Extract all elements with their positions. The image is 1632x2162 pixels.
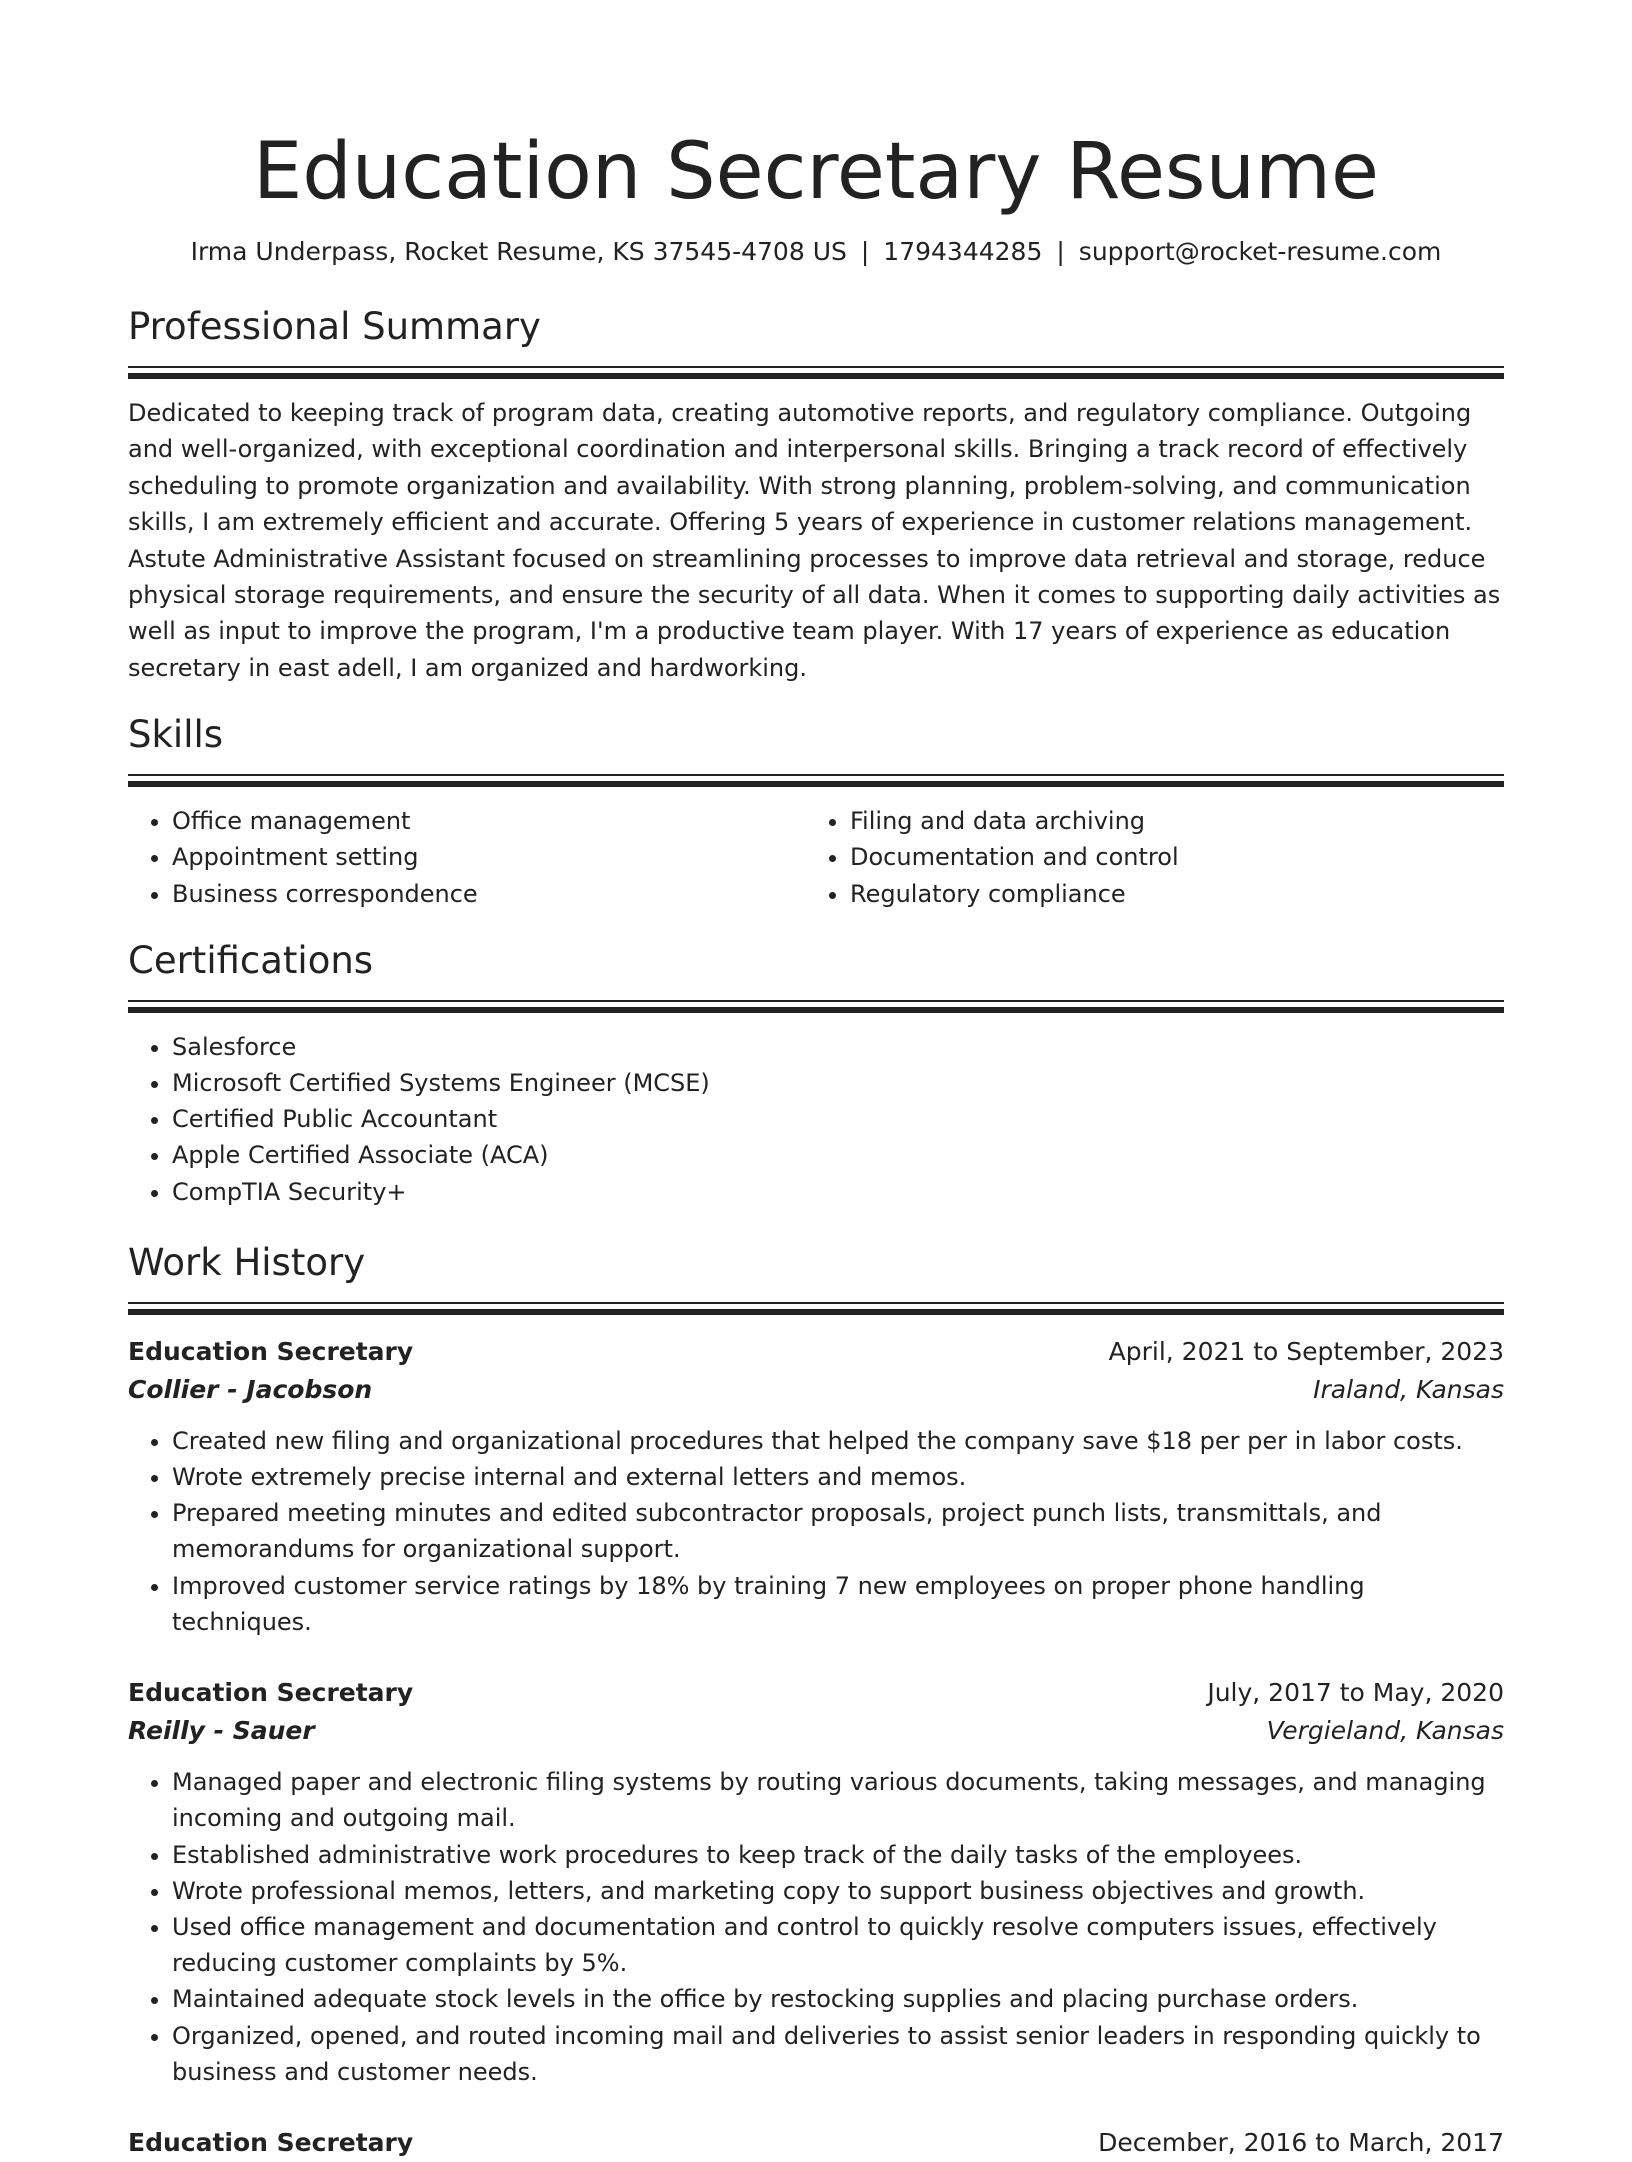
contact-phone: 1794344285 — [883, 237, 1043, 266]
certification-item: • CompTIA Security+ — [172, 1174, 1504, 1210]
skill-item: • Regulatory compliance — [850, 876, 1484, 912]
job-duties-list — [128, 1764, 1504, 2090]
job-title: Education Secretary — [128, 1678, 414, 1708]
skill-item: • Office management — [172, 803, 806, 839]
work-history-section — [128, 1238, 1504, 2162]
summary-heading: Professional Summary — [128, 305, 541, 348]
skill-item: • Documentation and control — [850, 839, 1484, 875]
resume-page — [128, 0, 1504, 2162]
certification-item: • Salesforce — [172, 1029, 1504, 1065]
work-history-heading: Work History — [128, 1240, 366, 1284]
certifications-list — [128, 1029, 1504, 1210]
skills-heading: Skills — [128, 713, 224, 757]
section-divider — [128, 1302, 1504, 1315]
job-duty: • Established administrative work procedures to keep track of the daily tasks of the employees. — [172, 1837, 1504, 1873]
skill-item: • Appointment setting — [172, 839, 806, 875]
certifications-section — [128, 936, 1504, 1210]
job-dates: December, 2016 to March, 2017 — [1098, 2127, 1504, 2157]
skill-item: • Filing and data archiving — [850, 803, 1484, 839]
job-duty: • Prepared meeting minutes and edited subcontractor proposals, project punch lists, transmittals, and memorandums for organizational support. — [172, 1495, 1504, 1567]
job-entry — [128, 1333, 1504, 1640]
job-duty: • Wrote extremely precise internal and external letters and memos. — [172, 1459, 1504, 1495]
job-company: Collier - Jacobson — [128, 1374, 373, 1404]
job-duty: • Organized, opened, and routed incoming mail and deliveries to assist senior leaders in responding quickly to business and customer needs. — [172, 2018, 1504, 2090]
skills-section — [128, 710, 1504, 912]
job-entry — [128, 1674, 1504, 2090]
job-duty: • Created new filing and organizational procedures that helped the company save $18 per per in labor costs. — [172, 1423, 1504, 1459]
summary-section — [128, 302, 1504, 686]
job-location: Vergieland, Kansas — [1266, 1716, 1504, 1746]
job-location: Iraland, Kansas — [1313, 1374, 1504, 1404]
contact-line — [128, 234, 1504, 270]
job-dates: April, 2021 to September, 2023 — [1108, 1336, 1504, 1366]
job-company-row — [128, 1712, 1504, 1750]
contact-email[interactable]: support@rocket-resume.com — [1078, 237, 1442, 266]
job-header-row — [128, 1674, 1504, 1712]
skills-list-left — [128, 803, 806, 912]
job-entry — [128, 2124, 1504, 2162]
job-duty: • Improved customer service ratings by 18% by training 7 new employees on proper phone handling techniques. — [172, 1568, 1504, 1640]
job-duty: • Wrote professional memos, letters, and marketing copy to support business objectives and growth. — [172, 1873, 1504, 1909]
job-duty: • Maintained adequate stock levels in the office by restocking supplies and placing purchase orders. — [172, 1981, 1504, 2017]
contact-address: Irma Underpass, Rocket Resume, KS 37545-4708 US — [190, 237, 847, 266]
job-title: Education Secretary — [128, 2127, 414, 2157]
contact-separator: | — [1056, 237, 1065, 266]
skill-item: • Business correspondence — [172, 876, 806, 912]
section-divider — [128, 774, 1504, 787]
job-duty: • Managed paper and electronic filing systems by routing various documents, taking messages, and managing incoming and outgoing mail. — [172, 1764, 1504, 1836]
certifications-heading: Certifications — [128, 938, 374, 982]
job-header-row — [128, 2124, 1504, 2162]
job-duties-list — [128, 1423, 1504, 1640]
section-divider — [128, 1000, 1504, 1013]
summary-text: Dedicated to keeping track of program data, creating automotive reports, and regulatory compliance. Outgoing and well-organized, with exceptional coordination and interpersonal skills. Bringing a track record of effectively scheduling to promote organization and availability. With strong planning, problem-solving, and communication skills, I am extremely efficient and accurate. Offering 5 years of experience in customer relations management. Astute Administrative Assistant focused on streamlining processes to improve data retrieval and storage, reduce physical storage requirements, and ensure the security of all data. When it comes to supporting daily activities as well as input to improve the program, I'm a productive team player. With 17 years of experience as education secretary in east adell, I am organized and hardworking. — [128, 399, 1501, 682]
job-dates: July, 2017 to May, 2020 — [1207, 1678, 1504, 1708]
certification-item: • Microsoft Certified Systems Engineer (MCSE) — [172, 1065, 1504, 1101]
certification-item: • Apple Certified Associate (ACA) — [172, 1137, 1504, 1173]
resume-title: Education Secretary Resume — [253, 127, 1379, 217]
job-title: Education Secretary — [128, 1336, 414, 1366]
section-divider — [128, 366, 1504, 379]
certification-item: • Certified Public Accountant — [172, 1101, 1504, 1137]
job-company: Reilly - Sauer — [128, 1716, 315, 1746]
job-duty: • Used office management and documentation and control to quickly resolve computers issues, effectively reducing customer complaints by 5%. — [172, 1909, 1504, 1981]
skills-grid — [128, 803, 1504, 912]
job-company-row — [128, 1371, 1504, 1409]
contact-separator: | — [860, 237, 870, 266]
job-header-row — [128, 1333, 1504, 1371]
skills-list-right — [806, 803, 1484, 912]
